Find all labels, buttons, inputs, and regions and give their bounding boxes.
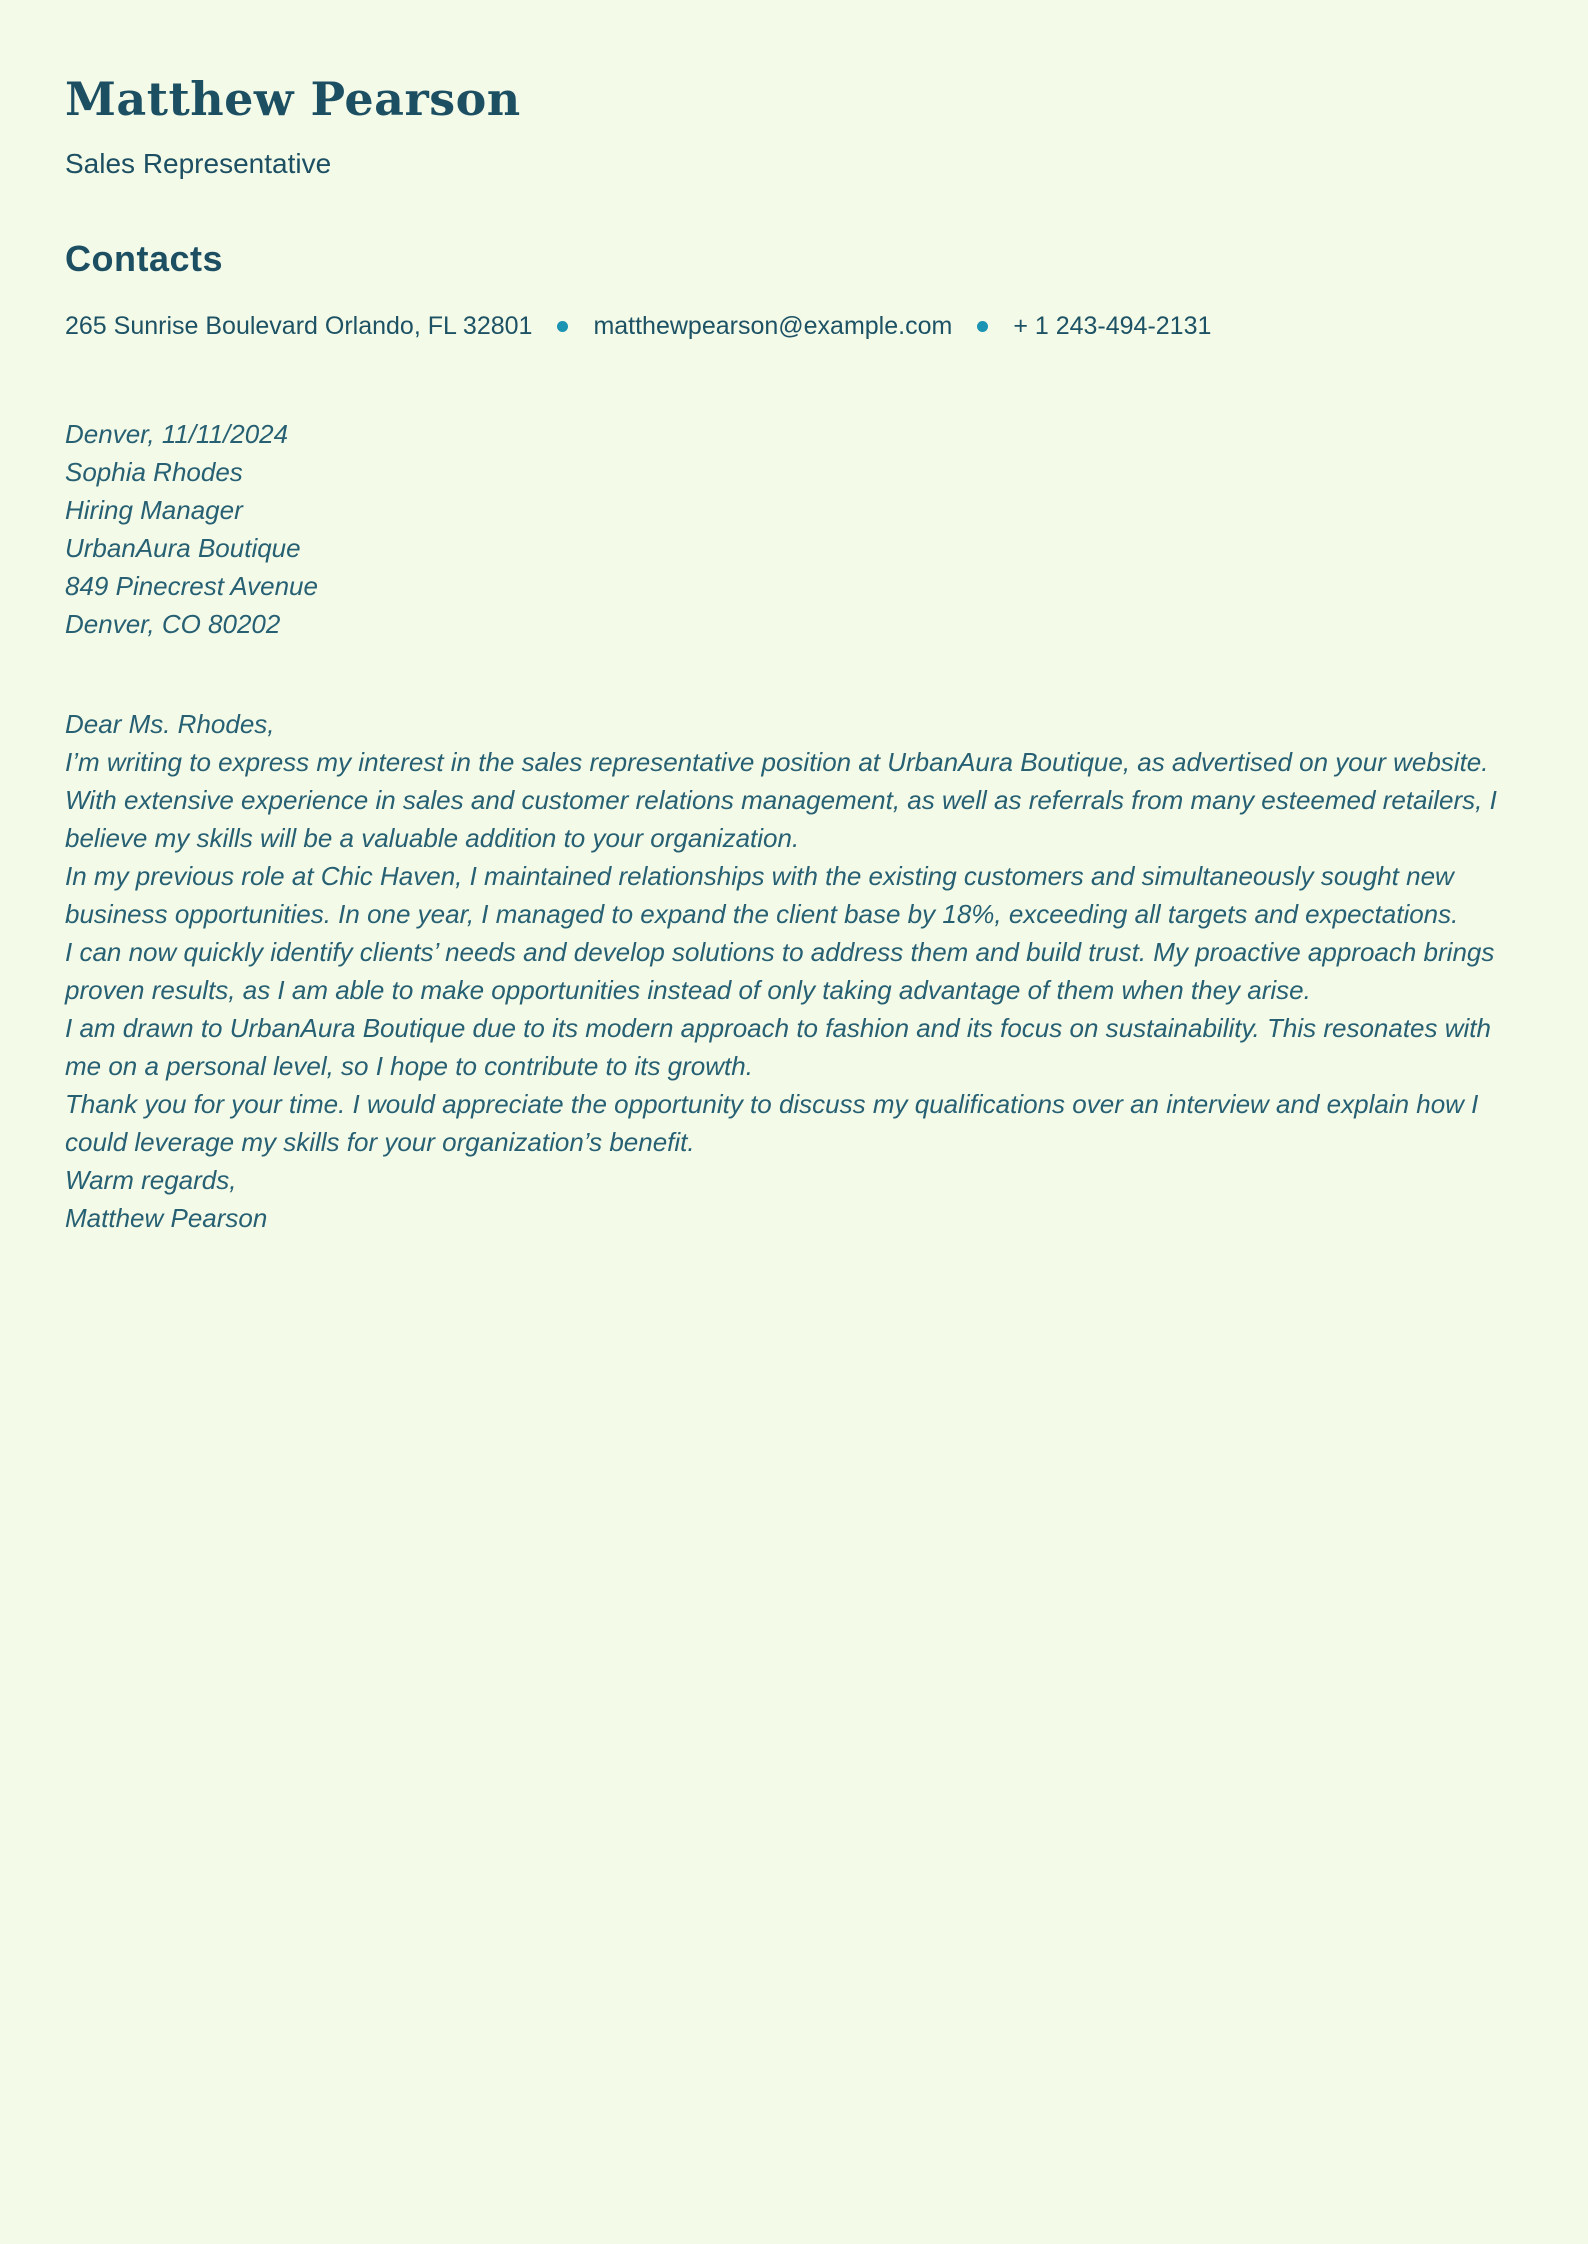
letter-paragraph: Thank you for your time. I would appreciate the opportunity to discuss my qualifications over an interview and explain how I could leverage my skills for your organization’s benefit. [65,1088,1479,1157]
separator-dot-icon [977,321,988,332]
contact-address: 265 Sunrise Boulevard Orlando, FL 32801 [65,311,533,340]
recipient-company: UrbanAura Boutique [65,532,301,563]
letter-date-line: Denver, 11/11/2024 [65,418,289,449]
contact-phone: + 1 243-494-2131 [1013,311,1212,340]
closing-line: Warm regards, [65,1164,237,1195]
letter-paragraph: In my previous role at Chic Haven, I maintained relationships with the existing customers and simultaneously sought new business opportunities. In one year, I managed to expand the client base by 18%, exceeding all targets and expectations. [65,860,1459,929]
candidate-name: Matthew Pearson [65,72,521,126]
signature-name: Matthew Pearson [65,1202,268,1233]
recipient-title: Hiring Manager [65,494,243,525]
recipient-block [65,453,1530,643]
contact-row [65,312,1530,341]
contacts-heading: Contacts [65,237,224,279]
separator-dot-icon [557,321,568,332]
recipient-street: 849 Pinecrest Avenue [65,570,318,601]
contact-email: matthewpearson@example.com [593,311,953,340]
letter-paragraph: I’m writing to express my interest in the sales representative position at UrbanAura Boutique, as advertised on your website. With extensive experience in sales and customer relations management, as well as referrals from many esteemed retailers, I believe my skills will be a valuable addition to your organization. [65,746,1497,853]
candidate-job-title: Sales Representative [65,148,332,180]
letter-body [65,415,1530,1237]
letter-paragraph: I can now quickly identify clients’ needs and develop solutions to address them and build trust. My proactive approach brings proven results, as I am able to make opportunities instead of only taking advantage of them when they arise. [65,936,1495,1005]
salutation: Dear Ms. Rhodes, [65,708,275,739]
recipient-city: Denver, CO 80202 [65,608,281,639]
recipient-name: Sophia Rhodes [65,456,243,487]
letter-paragraph: I am drawn to UrbanAura Boutique due to its modern approach to fashion and its focus on sustainability. This resonates with me on a personal level, so I hope to contribute to its growth. [65,1012,1491,1081]
